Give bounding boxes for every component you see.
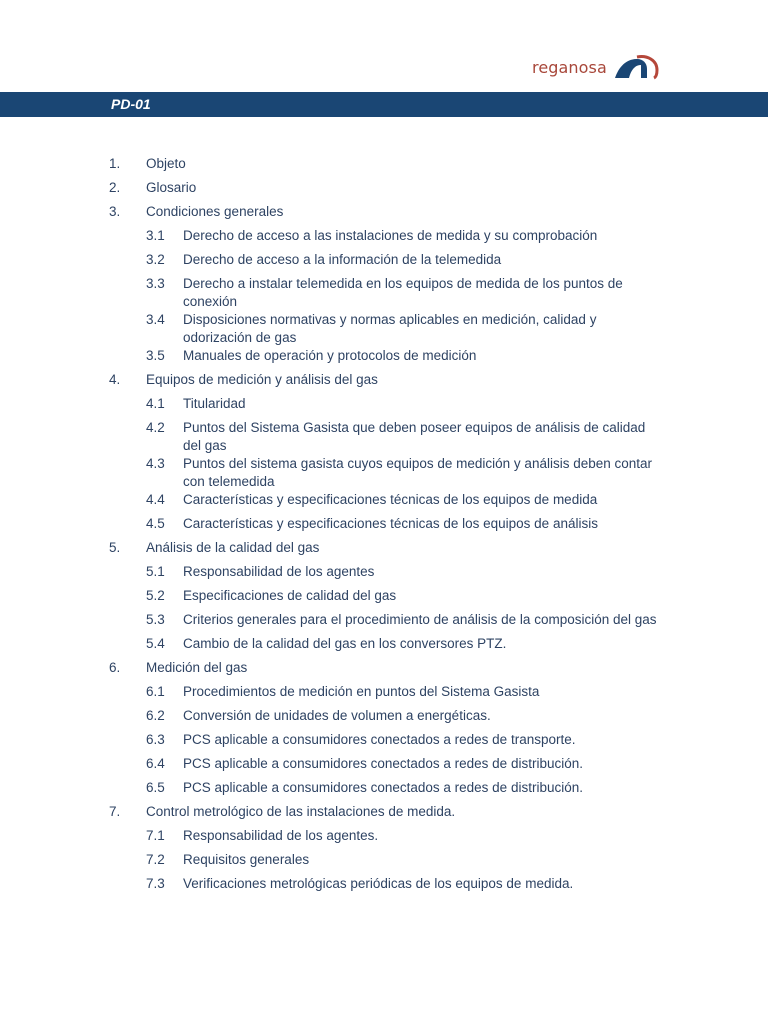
toc-section-number: 3. [109, 204, 121, 219]
toc-subsection[interactable] [0, 419, 768, 455]
toc-section[interactable] [0, 803, 768, 827]
toc-subsection-number: 6.2 [146, 708, 165, 723]
toc-section-title: Equipos de medición y análisis del gas [146, 372, 378, 387]
logo-text: reganosa [532, 57, 607, 77]
toc-subsection-title: Manuales de operación y protocolos de medición [183, 348, 477, 363]
toc-subsection-number: 7.3 [146, 876, 165, 891]
toc-subsection-number: 5.3 [146, 612, 165, 627]
toc-subsection-title: Criterios generales para el procedimiento de análisis de la composición del gas [183, 612, 657, 627]
toc-subsection-title: Derecho de acceso a la información de la telemedida [183, 252, 502, 267]
toc-subsection-title: Características y especificaciones técnicas de los equipos de análisis [183, 516, 598, 531]
toc-subsection-title: Características y especificaciones técnicas de los equipos de medida [183, 492, 598, 507]
toc-subsection[interactable] [0, 455, 768, 491]
toc-subsection-number: 6.4 [146, 756, 165, 771]
toc-subsection-number: 7.1 [146, 828, 165, 843]
toc-subsection-number: 5.2 [146, 588, 165, 603]
toc-subsection[interactable] [0, 755, 768, 779]
toc-subsection[interactable] [0, 491, 768, 515]
toc-subsection[interactable] [0, 251, 768, 275]
toc-subsection-number: 4.5 [146, 516, 165, 531]
toc-subsection[interactable] [0, 683, 768, 707]
toc-section-title: Medición del gas [146, 660, 248, 675]
toc-subsection[interactable] [0, 311, 768, 347]
toc-subsection[interactable] [0, 635, 768, 659]
logo-mark-icon [611, 54, 659, 80]
toc-section-number: 4. [109, 372, 121, 387]
toc-subsection[interactable] [0, 275, 768, 311]
toc-subsection-title: Puntos del Sistema Gasista que deben poseer equipos de análisis de calidad del gas [183, 420, 646, 453]
toc-subsection-number: 5.1 [146, 564, 165, 579]
toc-subsection[interactable] [0, 611, 768, 635]
toc-subsection-number: 3.2 [146, 252, 165, 267]
toc-subsection-number: 4.3 [146, 456, 165, 471]
toc-subsection-number: 6.5 [146, 780, 165, 795]
toc-subsection[interactable] [0, 395, 768, 419]
toc-subsection-title: PCS aplicable a consumidores conectados a redes de distribución. [183, 780, 583, 795]
toc-subsection-number: 4.2 [146, 420, 165, 435]
toc-subsection-number: 3.1 [146, 228, 165, 243]
toc-subsection-number: 3.3 [146, 276, 165, 291]
toc-subsection-title: PCS aplicable a consumidores conectados a redes de transporte. [183, 732, 576, 747]
toc-section-title: Glosario [146, 180, 197, 195]
toc-subsection-number: 7.2 [146, 852, 165, 867]
toc-subsection-title: Cambio de la calidad del gas en los conversores PTZ. [183, 636, 507, 651]
toc-subsection-title: Conversión de unidades de volumen a energéticas. [183, 708, 491, 723]
toc-subsection-title: Puntos del sistema gasista cuyos equipos de medición y análisis deben contar con telemedida [183, 456, 653, 489]
toc-subsection[interactable] [0, 851, 768, 875]
toc-section[interactable] [0, 539, 768, 563]
toc-section-number: 1. [109, 156, 121, 171]
toc-subsection-number: 4.4 [146, 492, 165, 507]
toc-section-number: 2. [109, 180, 121, 195]
document-code: PD-01 [111, 96, 151, 112]
toc-subsection[interactable] [0, 563, 768, 587]
toc-subsection-number: 6.3 [146, 732, 165, 747]
toc-section-title: Control metrológico de las instalaciones de medida. [146, 804, 456, 819]
toc-subsection[interactable] [0, 347, 768, 371]
toc-subsection-title: PCS aplicable a consumidores conectados a redes de distribución. [183, 756, 583, 771]
toc-subsection-title: Procedimientos de medición en puntos del Sistema Gasista [183, 684, 540, 699]
toc-subsection-title: Responsabilidad de los agentes. [183, 828, 379, 843]
toc-section-title: Análisis de la calidad del gas [146, 540, 320, 555]
toc-section[interactable] [0, 155, 768, 179]
toc-subsection[interactable] [0, 587, 768, 611]
toc-section[interactable] [0, 659, 768, 683]
toc-subsection-title: Especificaciones de calidad del gas [183, 588, 397, 603]
toc-subsection-number: 5.4 [146, 636, 165, 651]
toc-subsection-number: 4.1 [146, 396, 165, 411]
toc-section-number: 7. [109, 804, 121, 819]
header-bar [0, 92, 768, 117]
toc-subsection-title: Disposiciones normativas y normas aplicables en medición, calidad y odorización de gas [183, 312, 597, 345]
toc-section-title: Objeto [146, 156, 186, 171]
toc-section[interactable] [0, 371, 768, 395]
toc-section-title: Condiciones generales [146, 204, 284, 219]
toc-subsection[interactable] [0, 779, 768, 803]
toc-section[interactable] [0, 179, 768, 203]
toc-subsection-title: Derecho a instalar telemedida en los equipos de medida de los puntos de conexión [183, 276, 623, 309]
toc-subsection[interactable] [0, 731, 768, 755]
company-logo [532, 54, 659, 80]
toc-subsection-number: 6.1 [146, 684, 165, 699]
toc-subsection-title: Requisitos generales [183, 852, 310, 867]
toc-subsection[interactable] [0, 515, 768, 539]
toc-subsection[interactable] [0, 875, 768, 899]
toc-subsection-title: Titularidad [183, 396, 246, 411]
toc-section[interactable] [0, 203, 768, 227]
toc-section-number: 5. [109, 540, 121, 555]
toc-section-number: 6. [109, 660, 121, 675]
toc-subsection[interactable] [0, 227, 768, 251]
toc-subsection-title: Verificaciones metrológicas periódicas de los equipos de medida. [183, 876, 574, 891]
toc-subsection-title: Derecho de acceso a las instalaciones de medida y su comprobación [183, 228, 598, 243]
toc-subsection-title: Responsabilidad de los agentes [183, 564, 375, 579]
toc-subsection-number: 3.5 [146, 348, 165, 363]
table-of-contents [0, 155, 768, 899]
toc-subsection[interactable] [0, 827, 768, 851]
toc-subsection[interactable] [0, 707, 768, 731]
toc-subsection-number: 3.4 [146, 312, 165, 327]
